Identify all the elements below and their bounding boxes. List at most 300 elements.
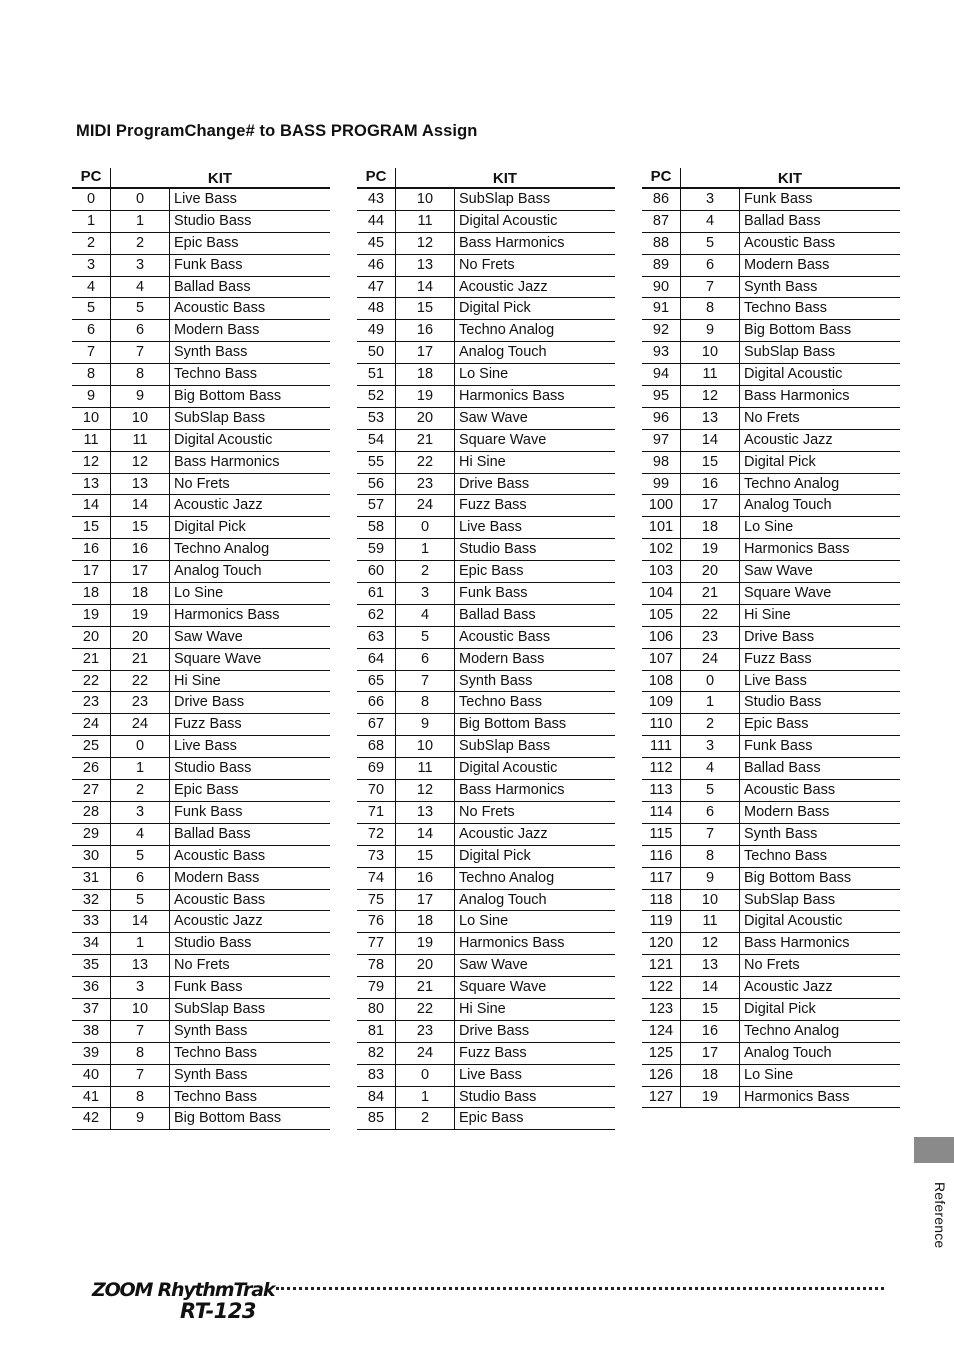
table-row — [642, 714, 900, 736]
pc-number-cell: 101 — [642, 517, 681, 538]
program-table-1 — [72, 168, 330, 1130]
table-row — [72, 868, 330, 890]
kit-number-cell: 0 — [396, 517, 455, 538]
pc-number-cell: 110 — [642, 714, 681, 735]
table-row — [642, 517, 900, 539]
kit-number-cell: 24 — [681, 649, 740, 670]
pc-number-cell: 124 — [642, 1021, 681, 1042]
table-row — [642, 364, 900, 386]
kit-name-cell: No Frets — [459, 256, 515, 273]
pc-number-cell: 52 — [357, 386, 396, 407]
kit-number-cell: 10 — [681, 890, 740, 911]
kit-name-cell: Ballad Bass — [744, 760, 821, 777]
kit-number-cell: 6 — [396, 649, 455, 670]
kit-name-cell: Techno Analog — [459, 322, 555, 339]
kit-number-cell: 20 — [111, 627, 170, 648]
pc-number-cell: 51 — [357, 364, 396, 385]
table-row — [72, 605, 330, 627]
kit-name-cell: SubSlap Bass — [174, 1000, 266, 1017]
table-row — [72, 517, 330, 539]
table-row — [642, 649, 900, 671]
pc-number-cell: 97 — [642, 430, 681, 451]
kit-number-cell: 8 — [111, 1043, 170, 1064]
pc-number-cell: 77 — [357, 933, 396, 954]
kit-number-cell: 21 — [111, 649, 170, 670]
kit-name-cell: Funk Bass — [174, 803, 243, 820]
kit-name-cell: Techno Bass — [174, 366, 258, 383]
pc-number-cell: 92 — [642, 320, 681, 341]
pc-number-cell: 28 — [72, 802, 111, 823]
section-label: Reference — [932, 1182, 948, 1249]
pc-number-cell: 37 — [72, 999, 111, 1020]
kit-number-cell: 24 — [396, 495, 455, 516]
pc-number-cell: 73 — [357, 846, 396, 867]
kit-number-cell: 20 — [396, 955, 455, 976]
table-row — [357, 342, 615, 364]
kit-number-cell: 24 — [111, 714, 170, 735]
kit-name-cell: Studio Bass — [174, 212, 252, 229]
table-row — [72, 736, 330, 758]
pc-number-cell: 57 — [357, 495, 396, 516]
table-row — [72, 474, 330, 496]
kit-name-cell: Bass Harmonics — [744, 935, 850, 952]
table-row — [642, 189, 900, 211]
kit-name-cell: Epic Bass — [174, 782, 239, 799]
table-row — [357, 802, 615, 824]
pc-number-cell: 90 — [642, 277, 681, 298]
table-row — [357, 714, 615, 736]
pc-number-cell: 88 — [642, 233, 681, 254]
kit-name-cell: Fuzz Bass — [174, 716, 242, 733]
pc-number-cell: 78 — [357, 955, 396, 976]
pc-number-cell: 82 — [357, 1043, 396, 1064]
table-row — [642, 408, 900, 430]
table-row — [72, 495, 330, 517]
table-row — [357, 474, 615, 496]
pc-number-cell: 123 — [642, 999, 681, 1020]
kit-number-cell: 0 — [111, 189, 170, 210]
table-row — [642, 671, 900, 693]
kit-name-cell: Modern Bass — [174, 322, 260, 339]
table-row — [642, 824, 900, 846]
table-row — [642, 452, 900, 474]
kit-number-cell: 21 — [681, 583, 740, 604]
kit-number-cell: 3 — [111, 255, 170, 276]
table-row — [357, 890, 615, 912]
kit-name-cell: No Frets — [174, 475, 230, 492]
kit-name-cell: Big Bottom Bass — [744, 869, 852, 886]
kit-number-cell: 19 — [396, 933, 455, 954]
pc-number-cell: 119 — [642, 911, 681, 932]
table-row — [642, 933, 900, 955]
pc-number-cell: 24 — [72, 714, 111, 735]
kit-name-cell: Acoustic Bass — [174, 300, 266, 317]
kit-number-cell: 23 — [111, 692, 170, 713]
kit-number-cell: 7 — [111, 1065, 170, 1086]
kit-number-cell: 0 — [111, 736, 170, 757]
table-row — [357, 539, 615, 561]
kit-number-cell: 12 — [396, 780, 455, 801]
kit-name-cell: Lo Sine — [744, 1066, 794, 1083]
table-row — [357, 627, 615, 649]
pc-number-cell: 46 — [357, 255, 396, 276]
table-row — [642, 1043, 900, 1065]
pc-number-cell: 33 — [72, 911, 111, 932]
table-row — [642, 561, 900, 583]
table-row — [357, 824, 615, 846]
kit-number-cell: 6 — [111, 868, 170, 889]
kit-number-cell: 3 — [681, 189, 740, 210]
pc-number-cell: 34 — [72, 933, 111, 954]
pc-number-cell: 59 — [357, 539, 396, 560]
kit-name-cell: Acoustic Jazz — [459, 278, 548, 295]
kit-name-cell: Saw Wave — [744, 563, 813, 580]
kit-name-cell: Acoustic Jazz — [744, 431, 833, 448]
kit-name-cell: Synth Bass — [744, 278, 818, 295]
table-row — [72, 933, 330, 955]
kit-number-cell: 0 — [396, 1065, 455, 1086]
pc-number-cell: 43 — [357, 189, 396, 210]
kit-number-cell: 13 — [111, 474, 170, 495]
kit-name-cell: Drive Bass — [459, 1022, 530, 1039]
table-row — [357, 1043, 615, 1065]
table-row — [642, 955, 900, 977]
table-row — [72, 386, 330, 408]
kit-name-cell: Drive Bass — [174, 694, 245, 711]
kit-name-cell: Analog Touch — [174, 563, 262, 580]
table-row — [642, 1087, 900, 1109]
kit-number-cell: 10 — [111, 408, 170, 429]
pc-number-cell: 30 — [72, 846, 111, 867]
table-row — [72, 1065, 330, 1087]
table-row — [642, 255, 900, 277]
table-row — [357, 1087, 615, 1109]
kit-number-cell: 14 — [111, 495, 170, 516]
table-row — [357, 649, 615, 671]
kit-name-cell: Digital Acoustic — [459, 760, 558, 777]
kit-number-cell: 1 — [111, 933, 170, 954]
table-row — [72, 364, 330, 386]
table-row — [357, 692, 615, 714]
pc-number-cell: 23 — [72, 692, 111, 713]
table-row — [642, 298, 900, 320]
table-row — [72, 890, 330, 912]
pc-number-cell: 89 — [642, 255, 681, 276]
kit-number-cell: 22 — [396, 452, 455, 473]
kit-name-cell: Analog Touch — [459, 891, 547, 908]
kit-number-cell: 23 — [396, 474, 455, 495]
pc-number-cell: 48 — [357, 298, 396, 319]
pc-number-cell: 40 — [72, 1065, 111, 1086]
table-row — [642, 386, 900, 408]
table-row — [642, 692, 900, 714]
kit-name-cell: Digital Pick — [744, 453, 816, 470]
kit-number-cell: 16 — [396, 320, 455, 341]
table-row — [357, 955, 615, 977]
pc-number-cell: 65 — [357, 671, 396, 692]
table-row — [72, 277, 330, 299]
kit-number-cell: 2 — [111, 780, 170, 801]
kit-name-cell: Digital Pick — [744, 1000, 816, 1017]
kit-number-cell: 5 — [681, 233, 740, 254]
kit-number-cell: 20 — [681, 561, 740, 582]
table-row — [642, 277, 900, 299]
kit-name-cell: Big Bottom Bass — [174, 388, 282, 405]
table-row — [357, 933, 615, 955]
pc-number-cell: 83 — [357, 1065, 396, 1086]
kit-number-cell: 9 — [111, 386, 170, 407]
table-row — [357, 671, 615, 693]
kit-number-cell: 5 — [111, 890, 170, 911]
pc-number-cell: 99 — [642, 474, 681, 495]
pc-number-cell: 13 — [72, 474, 111, 495]
kit-number-cell: 16 — [111, 539, 170, 560]
kit-number-cell: 1 — [111, 211, 170, 232]
kit-name-cell: Bass Harmonics — [459, 782, 565, 799]
pc-number-cell: 76 — [357, 911, 396, 932]
table-row — [72, 627, 330, 649]
table-row — [357, 430, 615, 452]
table-row — [642, 320, 900, 342]
kit-name-cell: Live Bass — [744, 672, 807, 689]
kit-name-cell: Fuzz Bass — [744, 650, 812, 667]
page-title: MIDI ProgramChange# to BASS PROGRAM Assign — [76, 122, 478, 140]
header-kit: KIT — [777, 170, 803, 187]
kit-number-cell: 3 — [681, 736, 740, 757]
kit-name-cell: Digital Acoustic — [174, 431, 273, 448]
kit-name-cell: Bass Harmonics — [459, 234, 565, 251]
pc-number-cell: 111 — [642, 736, 681, 757]
table-row — [72, 824, 330, 846]
pc-number-cell: 3 — [72, 255, 111, 276]
kit-number-cell: 18 — [396, 911, 455, 932]
kit-name-cell: Saw Wave — [459, 409, 528, 426]
pc-number-cell: 93 — [642, 342, 681, 363]
kit-number-cell: 4 — [681, 211, 740, 232]
pc-number-cell: 72 — [357, 824, 396, 845]
kit-number-cell: 13 — [681, 408, 740, 429]
kit-number-cell: 8 — [681, 846, 740, 867]
pc-number-cell: 56 — [357, 474, 396, 495]
pc-number-cell: 91 — [642, 298, 681, 319]
kit-name-cell: Hi Sine — [459, 1000, 506, 1017]
pc-number-cell: 36 — [72, 977, 111, 998]
table-row — [642, 627, 900, 649]
kit-name-cell: Techno Analog — [174, 541, 270, 558]
kit-name-cell: Modern Bass — [174, 869, 260, 886]
pc-number-cell: 12 — [72, 452, 111, 473]
kit-name-cell: Funk Bass — [174, 979, 243, 996]
kit-number-cell: 19 — [681, 539, 740, 560]
pc-number-cell: 27 — [72, 780, 111, 801]
kit-name-cell: Harmonics Bass — [459, 388, 565, 405]
pc-number-cell: 112 — [642, 758, 681, 779]
kit-number-cell: 13 — [111, 955, 170, 976]
table-row — [72, 846, 330, 868]
kit-number-cell: 5 — [396, 627, 455, 648]
kit-name-cell: Funk Bass — [744, 738, 813, 755]
table-row — [642, 1021, 900, 1043]
kit-number-cell: 12 — [111, 452, 170, 473]
kit-number-cell: 7 — [111, 342, 170, 363]
pc-number-cell: 38 — [72, 1021, 111, 1042]
pc-number-cell: 95 — [642, 386, 681, 407]
kit-name-cell: Acoustic Bass — [459, 628, 551, 645]
table-row — [72, 408, 330, 430]
kit-number-cell: 6 — [681, 255, 740, 276]
pc-number-cell: 96 — [642, 408, 681, 429]
table-row — [642, 474, 900, 496]
kit-name-cell: Ballad Bass — [174, 278, 251, 295]
kit-name-cell: Hi Sine — [744, 606, 791, 623]
pc-number-cell: 98 — [642, 452, 681, 473]
kit-number-cell: 18 — [396, 364, 455, 385]
pc-number-cell: 29 — [72, 824, 111, 845]
table-row — [642, 890, 900, 912]
kit-number-cell: 15 — [396, 298, 455, 319]
table-body — [72, 189, 330, 1130]
kit-name-cell: Digital Acoustic — [459, 212, 558, 229]
kit-name-cell: Synth Bass — [174, 1066, 248, 1083]
pc-number-cell: 9 — [72, 386, 111, 407]
table-row — [357, 517, 615, 539]
kit-name-cell: Studio Bass — [459, 1088, 537, 1105]
kit-number-cell: 14 — [681, 977, 740, 998]
kit-number-cell: 9 — [681, 320, 740, 341]
table-row — [357, 364, 615, 386]
header-pc: PC — [80, 168, 102, 185]
table-row — [357, 1021, 615, 1043]
pc-number-cell: 53 — [357, 408, 396, 429]
pc-number-cell: 15 — [72, 517, 111, 538]
table-row — [72, 977, 330, 999]
table-row — [357, 758, 615, 780]
pc-number-cell: 116 — [642, 846, 681, 867]
table-row — [357, 189, 615, 211]
kit-name-cell: Analog Touch — [744, 497, 832, 514]
kit-number-cell: 20 — [396, 408, 455, 429]
kit-name-cell: Analog Touch — [459, 344, 547, 361]
table-row — [642, 430, 900, 452]
kit-name-cell: Harmonics Bass — [744, 541, 850, 558]
kit-name-cell: Epic Bass — [459, 563, 524, 580]
pc-number-cell: 42 — [72, 1108, 111, 1129]
kit-number-cell: 15 — [681, 452, 740, 473]
kit-name-cell: Studio Bass — [174, 935, 252, 952]
kit-name-cell: Acoustic Jazz — [744, 979, 833, 996]
pc-number-cell: 127 — [642, 1087, 681, 1108]
kit-name-cell: Synth Bass — [174, 1022, 248, 1039]
kit-name-cell: Square Wave — [174, 650, 262, 667]
pc-number-cell: 60 — [357, 561, 396, 582]
kit-number-cell: 2 — [396, 561, 455, 582]
table-row — [642, 846, 900, 868]
kit-name-cell: Big Bottom Bass — [459, 716, 567, 733]
kit-name-cell: Epic Bass — [744, 716, 809, 733]
pc-number-cell: 70 — [357, 780, 396, 801]
kit-name-cell: Modern Bass — [459, 650, 545, 667]
pc-number-cell: 7 — [72, 342, 111, 363]
table-row — [357, 583, 615, 605]
pc-number-cell: 32 — [72, 890, 111, 911]
kit-name-cell: No Frets — [174, 957, 230, 974]
pc-number-cell: 6 — [72, 320, 111, 341]
kit-number-cell: 8 — [396, 692, 455, 713]
pc-number-cell: 125 — [642, 1043, 681, 1064]
kit-number-cell: 9 — [396, 714, 455, 735]
pc-number-cell: 5 — [72, 298, 111, 319]
kit-number-cell: 1 — [111, 758, 170, 779]
kit-name-cell: Ballad Bass — [174, 825, 251, 842]
pc-number-cell: 31 — [72, 868, 111, 889]
kit-number-cell: 13 — [681, 955, 740, 976]
kit-name-cell: SubSlap Bass — [459, 191, 551, 207]
kit-number-cell: 9 — [681, 868, 740, 889]
kit-number-cell: 11 — [396, 211, 455, 232]
pc-number-cell: 21 — [72, 649, 111, 670]
pc-number-cell: 75 — [357, 890, 396, 911]
kit-name-cell: Techno Bass — [174, 1044, 258, 1061]
table-row — [642, 736, 900, 758]
table-row — [72, 692, 330, 714]
kit-number-cell: 22 — [111, 671, 170, 692]
kit-number-cell: 19 — [396, 386, 455, 407]
kit-name-cell: Synth Bass — [459, 672, 533, 689]
pc-number-cell: 85 — [357, 1108, 396, 1129]
kit-name-cell: Lo Sine — [174, 585, 224, 602]
pc-number-cell: 113 — [642, 780, 681, 801]
kit-number-cell: 15 — [396, 846, 455, 867]
kit-number-cell: 3 — [396, 583, 455, 604]
kit-number-cell: 18 — [681, 1065, 740, 1086]
table-row — [642, 539, 900, 561]
pc-number-cell: 120 — [642, 933, 681, 954]
kit-name-cell: Hi Sine — [174, 672, 221, 689]
pc-number-cell: 109 — [642, 692, 681, 713]
pc-number-cell: 8 — [72, 364, 111, 385]
section-tab-marker — [914, 1137, 954, 1163]
kit-name-cell: Techno Analog — [744, 475, 840, 492]
pc-number-cell: 106 — [642, 627, 681, 648]
kit-number-cell: 12 — [396, 233, 455, 254]
kit-number-cell: 22 — [396, 999, 455, 1020]
kit-name-cell: Hi Sine — [459, 453, 506, 470]
kit-number-cell: 12 — [681, 386, 740, 407]
pc-number-cell: 117 — [642, 868, 681, 889]
pc-number-cell: 81 — [357, 1021, 396, 1042]
pc-number-cell: 63 — [357, 627, 396, 648]
pc-number-cell: 41 — [72, 1087, 111, 1108]
kit-number-cell: 23 — [396, 1021, 455, 1042]
kit-name-cell: Analog Touch — [744, 1044, 832, 1061]
table-row — [642, 211, 900, 233]
pc-number-cell: 16 — [72, 539, 111, 560]
table-row — [642, 802, 900, 824]
table-row — [72, 342, 330, 364]
table-row — [357, 386, 615, 408]
table-row — [72, 320, 330, 342]
pc-number-cell: 121 — [642, 955, 681, 976]
kit-name-cell: Live Bass — [174, 738, 237, 755]
kit-name-cell: No Frets — [459, 803, 515, 820]
table-header — [357, 168, 615, 189]
table-row — [72, 714, 330, 736]
table-row — [72, 189, 330, 211]
kit-name-cell: Acoustic Bass — [744, 782, 836, 799]
pc-number-cell: 35 — [72, 955, 111, 976]
kit-number-cell: 16 — [396, 868, 455, 889]
table-row — [357, 1065, 615, 1087]
